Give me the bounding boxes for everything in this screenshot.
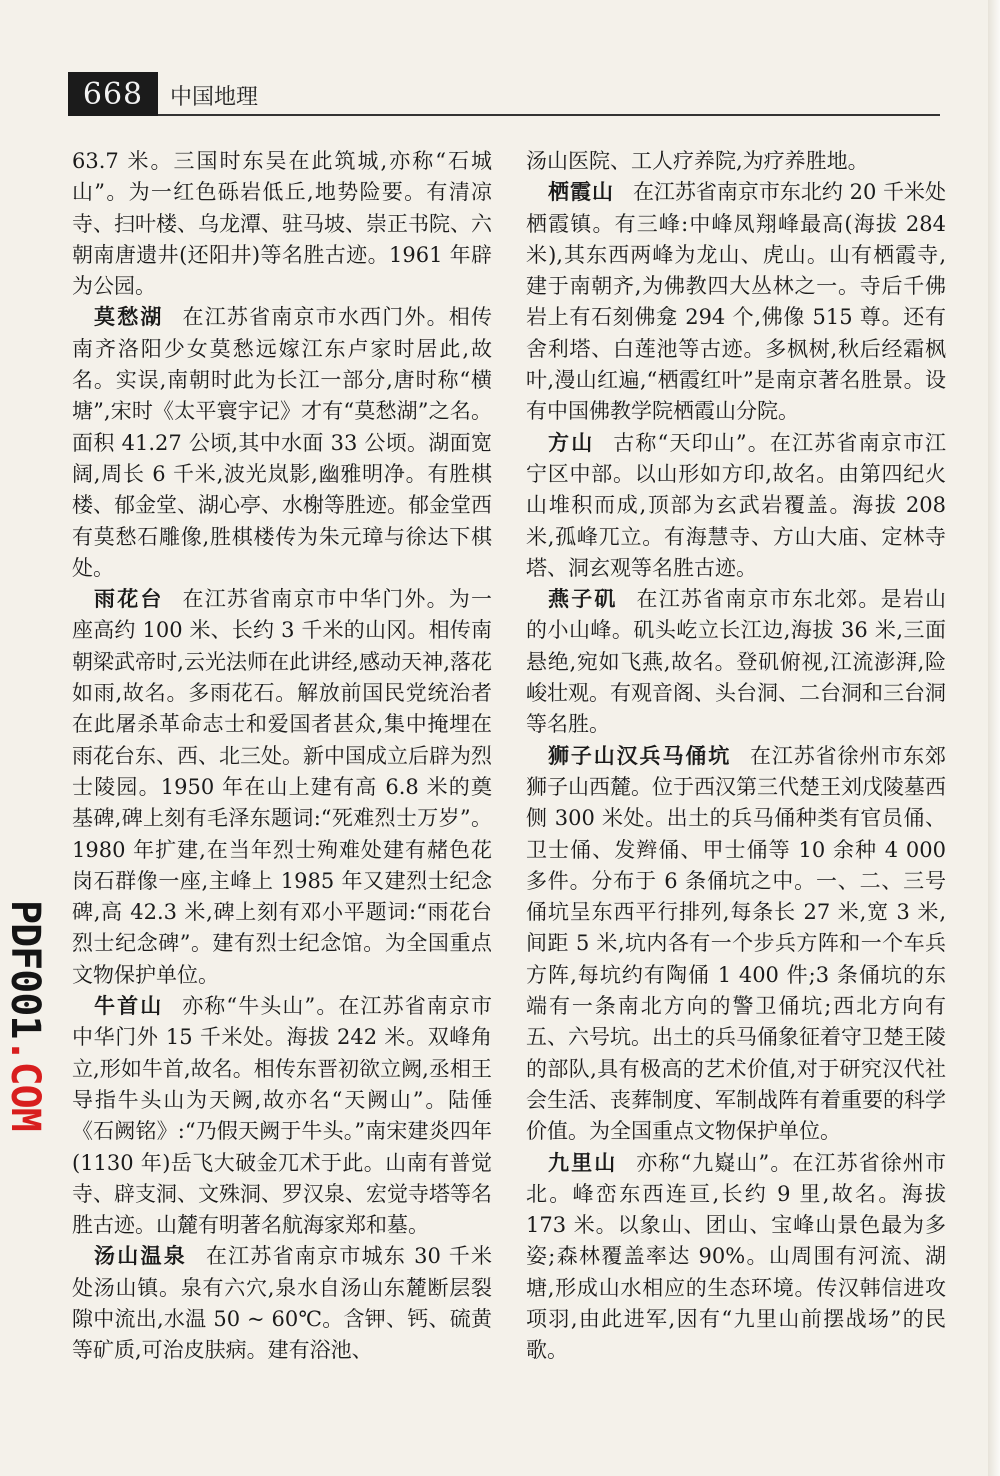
watermark xyxy=(2,900,48,1150)
entry-term: 牛首山 xyxy=(94,994,164,1019)
entry-term: 九里山 xyxy=(548,1150,618,1175)
header-rule xyxy=(158,114,940,116)
entry-shizishan-terracotta xyxy=(526,741,946,1148)
running-header xyxy=(68,72,940,116)
entry-term: 雨花台 xyxy=(94,587,164,612)
entry-term: 方山 xyxy=(548,430,595,455)
entry-text: 在江苏省南京市中华门外。为一座高约 100 米、长约 3 千米的山冈。相传南朝梁武帝时,云光法师在此讲经,感动天神,落花如雨,故名。多雨花石。解放前国民党统治者在此屠杀革命志士和爱国者甚众,集中掩埋在雨花台东、西、北三处。新中国成立后辟为烈士陵园。1950 年在山上建有高 6.8 米的奠基碑,碑上刻有毛泽东题词:“死难烈士万岁”。1980 年扩建,在当年烈士殉难处建有赭色花岗石群像一座,主峰上 1985 年又建烈士纪念碑,高 42.3 米,碑上刻有邓小平题词:“雨花台烈士纪念碑”。建有烈士纪念馆。为全国重点文物保护单位。 xyxy=(72,587,493,987)
entry-term: 汤山温泉 xyxy=(94,1244,188,1269)
right-column xyxy=(526,146,946,1446)
entry-yuhuatai xyxy=(72,584,492,991)
entry-jiuli-mountain xyxy=(526,1148,946,1367)
entry-term: 燕子矶 xyxy=(548,587,618,612)
entry-tangshan-hot-spring xyxy=(72,1241,492,1366)
book-title: 中国地理 xyxy=(170,85,259,110)
entry-text: 在江苏省南京市东北郊。是岩山的小山峰。矶头屹立长江边,海拔 36 米,三面悬绝,宛如飞燕,故名。登矶俯视,江流澎湃,险峻壮观。有观音阁、头台洞、二台洞和三台洞等名胜。 xyxy=(526,587,947,737)
continued-paragraph: 63.7 米。三国时东吴在此筑城,亦称“石城山”。为一红色砾岩低丘,地势险要。有清凉寺、扫叶楼、乌龙潭、驻马坡、崇正书院、六朝南唐遗井(还阳井)等名胜古迹。1961 年辟为公园。 xyxy=(72,149,492,299)
entry-text: 在江苏省徐州市东郊狮子山西麓。位于西汉第三代楚王刘戊陵墓西侧 300 米处。出土的兵马俑种类有官员俑、卫士俑、发辫俑、甲士俑等 10 余种 4 000 多件。分布于 6 条俑坑之中。一、二、三号俑坑呈东西平行排列,每条长 27 米,宽 3 米,间距 5 米,坑内各有一个步兵方阵和一个车兵方阵,每坑约有陶俑 1 400 件;3 条俑坑的东端有一条南北方向的警卫俑坑;西北方向有五、六号坑。出土的兵马俑象征着守卫楚王陵的部队,具有极高的艺术价值,对于研究汉代社会生活、丧葬制度、军制战阵有着重要的科学价值。为全国重点文物保护单位。 xyxy=(526,743,946,1144)
watermark-text-red: .COM xyxy=(2,1038,48,1131)
watermark-text-black: PDF001 xyxy=(2,900,48,1039)
entry-term: 莫愁湖 xyxy=(94,305,164,330)
page-number: 668 xyxy=(68,72,158,116)
continued-paragraph: 汤山医院、工人疗养院,为疗养胜地。 xyxy=(526,149,869,173)
entry-mochou-lake xyxy=(72,302,492,584)
page-edge-shadow xyxy=(988,0,1000,1476)
left-column xyxy=(72,146,492,1446)
entry-text: 亦称“牛头山”。在江苏省南京市中华门外 15 千米处。海拔 242 米。双峰角立,形如牛首,故名。相传东晋初欲立阙,丞相王导指牛头山为天阙,故亦名“天阙山”。陆倕《石阙铭》:“乃假天阙于牛头。”南宋建炎四年(1130 年)岳飞大破金兀术于此。山南有普觉寺、辟支洞、文殊洞、罗汉泉、宏觉寺塔等名胜古迹。山麓有明著名航海家郑和墓。 xyxy=(72,994,492,1238)
entry-text: 古称“天印山”。在江苏省南京市江宁区中部。以山形如方印,故名。由第四纪火山堆积而成,顶部为玄武岩覆盖。海拔 208 米,孤峰兀立。有海慧寺、方山大庙、定林寺塔、洞玄观等名胜古迹。 xyxy=(526,430,946,580)
entry-text: 在江苏省南京市东北约 20 千米处栖霞镇。有三峰:中峰凤翔峰最高(海拔 284 米),其东西两峰为龙山、虎山。山有栖霞寺,建于南朝齐,为佛教四大丛林之一。寺后千佛岩上有石刻佛龛 294 个,佛像 515 尊。还有舍利塔、白莲池等古迹。多枫树,秋后经霜枫叶,漫山红遍,“栖霞红叶”是南京著名胜景。设有中国佛教学院栖霞山分院。 xyxy=(526,180,947,424)
entry-yanziji xyxy=(526,584,946,740)
entry-niushou-mountain xyxy=(72,991,492,1241)
entry-term: 狮子山汉兵马俑坑 xyxy=(548,743,732,768)
entry-fang-mountain xyxy=(526,428,946,584)
entry-text: 亦称“九嶷山”。在江苏省徐州市北。峰峦东西连亘,长约 9 里,故名。海拔 173 米。以象山、团山、宝峰山景色最为多姿;森林覆盖率达 90%。山周围有河流、湖塘,形成山水相应的生态环境。传汉韩信进攻项羽,由此进军,因有“九里山前摆战场”的民歌。 xyxy=(526,1150,946,1363)
entry-text: 在江苏省南京市城东 30 千米处汤山镇。泉有六穴,泉水自汤山东麓断层裂隙中流出,水温 50 ~ 60℃。含钾、钙、硫黄等矿质,可治皮肤病。建有浴池、 xyxy=(72,1244,492,1363)
entry-text: 在江苏省南京市水西门外。相传南齐洛阳少女莫愁远嫁江东卢家时居此,故名。实误,南朝时此为长江一部分,唐时称“横塘”,宋时《太平寰宇记》才有“莫愁湖”之名。面积 41.27 公顷,其中水面 33 公顷。湖面宽阔,周长 6 千米,波光岚影,幽雅明净。有胜棋楼、郁金堂、湖心亭、水榭等胜迹。郁金堂西有莫愁石雕像,胜棋楼传为朱元璋与徐达下棋处。 xyxy=(72,305,493,580)
entry-qixia-mountain xyxy=(526,177,946,427)
entry-term: 栖霞山 xyxy=(548,180,615,205)
